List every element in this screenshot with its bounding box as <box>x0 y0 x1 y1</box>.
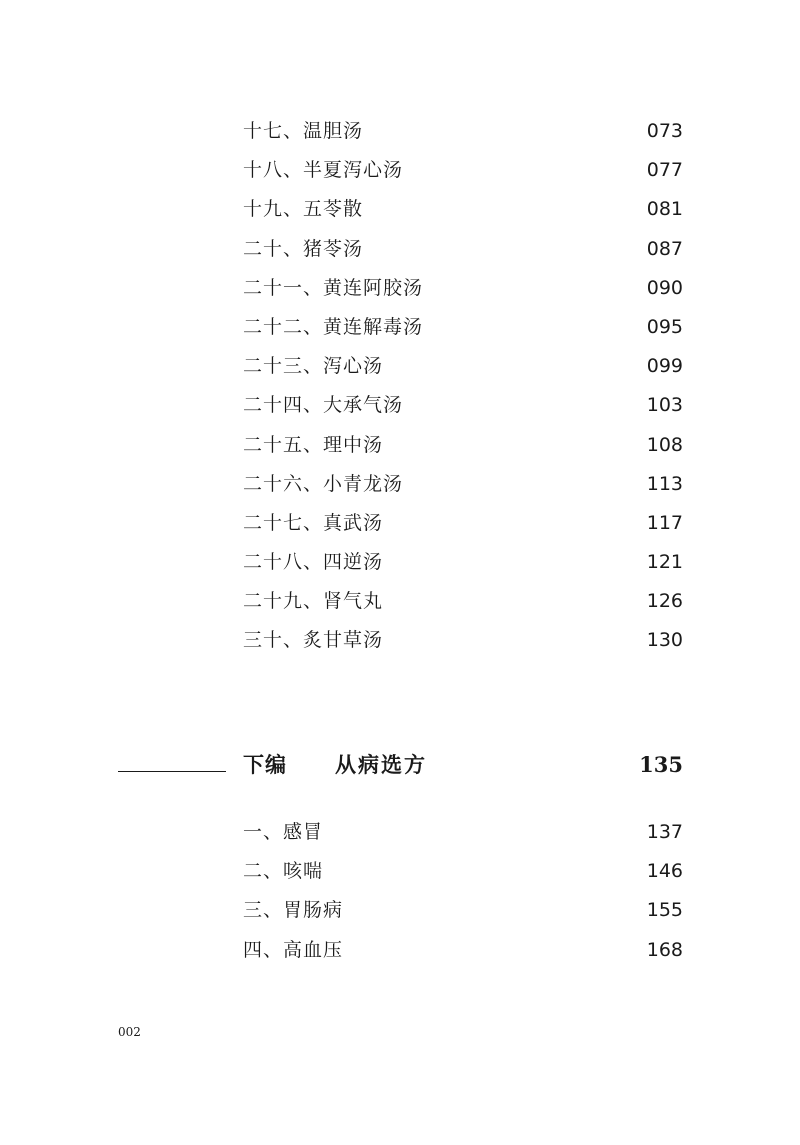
toc-entry-title: 三、胃肠病 <box>243 899 344 922</box>
toc-entry <box>243 308 683 347</box>
toc-entry-page: 130 <box>646 629 683 652</box>
toc-entry <box>243 891 683 930</box>
toc-entry-title: 十七、温胆汤 <box>243 120 364 142</box>
toc-entry-page: 155 <box>646 899 683 922</box>
toc-entry-page: 168 <box>646 938 683 961</box>
section-rule <box>118 771 226 772</box>
section-page: 135 <box>639 752 683 777</box>
toc-entry-page: 108 <box>646 433 683 456</box>
toc-entry-page: 081 <box>646 198 683 221</box>
toc-entry-title: 二十九、肾气丸 <box>243 590 384 613</box>
toc-entry-title: 一、感冒 <box>243 821 324 843</box>
toc-entry-page: 077 <box>646 159 683 182</box>
toc-entry-page: 095 <box>646 315 683 338</box>
toc-entry <box>243 151 683 190</box>
toc-entry-page: 137 <box>646 821 683 843</box>
toc-entry-title: 十九、五苓散 <box>243 198 364 221</box>
section-part-label: 下编 <box>243 752 287 777</box>
section-name: 从病选方 <box>335 752 427 777</box>
toc-entry-title: 二、咳喘 <box>243 860 324 883</box>
toc-entry-title: 二十四、大承气汤 <box>243 394 404 417</box>
toc-entry-title: 二十八、四逆汤 <box>243 551 384 574</box>
toc-entry <box>243 426 683 465</box>
toc-entry-page: 126 <box>646 590 683 613</box>
toc-entry-page: 099 <box>646 355 683 378</box>
toc-entry-title: 二十一、黄连阿胶汤 <box>243 276 424 299</box>
toc-entry-page: 117 <box>646 511 683 534</box>
toc-entry-title: 二十六、小青龙汤 <box>243 472 404 495</box>
toc-entry <box>243 852 683 891</box>
toc-entry-title: 二十七、真武汤 <box>243 511 384 534</box>
toc-entry-title: 二十、猪苓汤 <box>243 237 364 260</box>
toc-entry <box>243 543 683 582</box>
toc-entry-page: 103 <box>646 394 683 417</box>
section-heading <box>243 746 683 784</box>
page-number-folio: 002 <box>118 1025 141 1039</box>
toc-entry <box>243 465 683 504</box>
toc-entry-title: 四、高血压 <box>243 938 344 961</box>
toc-entry <box>243 230 683 269</box>
toc-entry-title: 二十二、黄连解毒汤 <box>243 315 424 338</box>
toc-entry <box>243 621 683 660</box>
toc-entry-page: 121 <box>646 551 683 574</box>
toc-entry-page: 090 <box>646 276 683 299</box>
toc-entry <box>243 112 683 151</box>
toc-entry <box>243 347 683 386</box>
toc-entry <box>243 269 683 308</box>
toc-entry-title: 二十三、泻心汤 <box>243 355 384 378</box>
toc-entry-page: 113 <box>646 472 683 495</box>
toc-entry <box>243 813 683 852</box>
toc-entry-page: 146 <box>646 860 683 883</box>
toc-entry <box>243 931 683 970</box>
toc-entry <box>243 582 683 621</box>
toc-entry-title: 十八、半夏泻心汤 <box>243 159 404 182</box>
toc-entry-title: 三十、炙甘草汤 <box>243 629 384 652</box>
toc-list-upper <box>243 112 683 661</box>
toc-entry <box>243 504 683 543</box>
toc-entry-page: 087 <box>646 237 683 260</box>
toc-entry-page: 073 <box>646 120 683 142</box>
toc-list-lower <box>243 813 683 970</box>
toc-entry <box>243 386 683 425</box>
toc-entry <box>243 190 683 229</box>
toc-entry-title: 二十五、理中汤 <box>243 433 384 456</box>
